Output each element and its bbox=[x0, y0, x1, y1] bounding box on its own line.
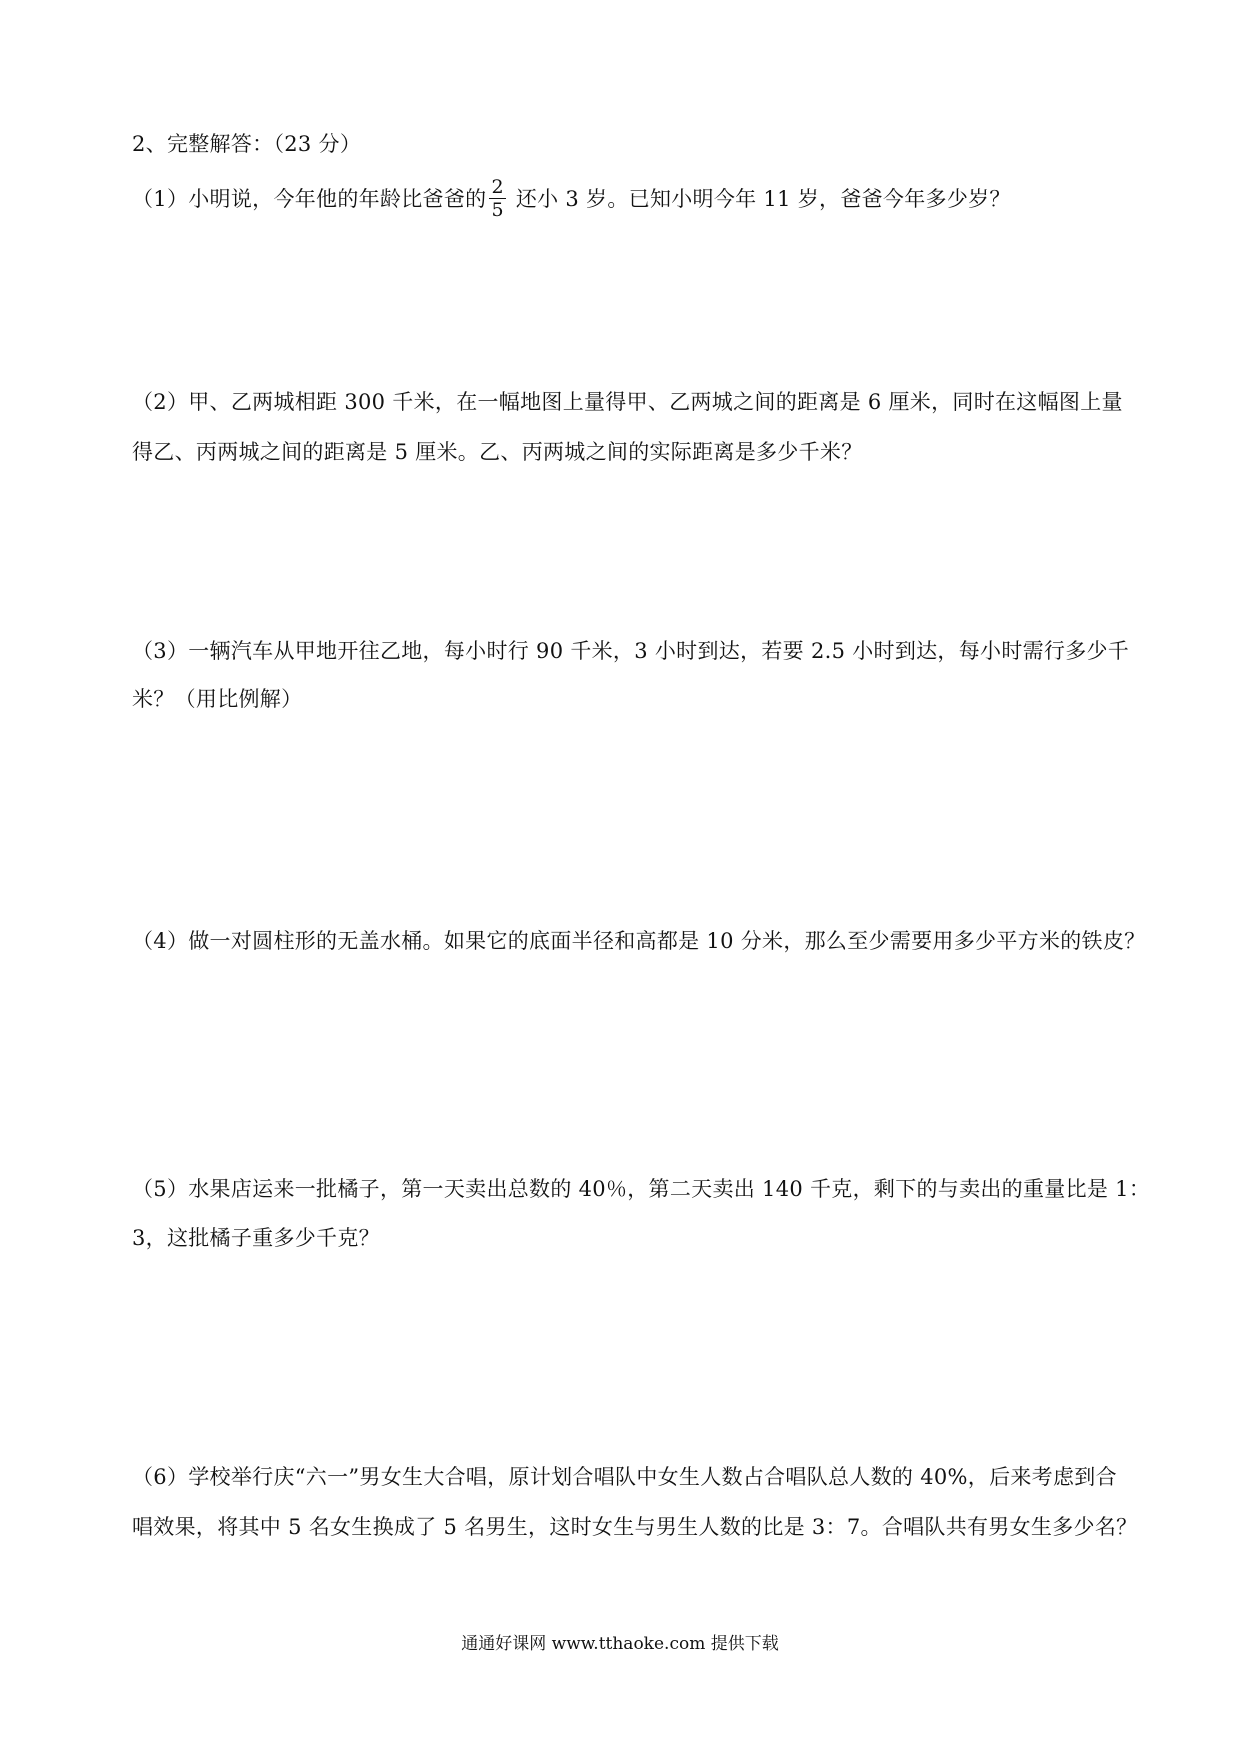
question-2-line-1: （2）甲、乙两城相距 300 千米，在一幅地图上量得甲、乙两城之间的距离是 6 厘米，同时在这幅图上量 bbox=[132, 390, 1123, 414]
fraction-two-fifths bbox=[489, 177, 505, 220]
question-6-line-1: （6）学校举行庆“六一”男女生大合唱，原计划合唱队中女生人数占合唱队总人数的 40%，后来考虑到合 bbox=[132, 1465, 1117, 1489]
question-1-text-after: 还小 3 岁。已知小明今年 11 岁，爸爸今年多少岁？ bbox=[508, 187, 1011, 211]
fraction-numerator: 2 bbox=[491, 176, 504, 198]
question-5-line-1: （5）水果店运来一批橘子，第一天卖出总数的 40％，第二天卖出 140 千克，剩下的与卖出的重量比是 1： bbox=[132, 1177, 1151, 1201]
question-5-line-2: 3，这批橘子重多少千克？ bbox=[132, 1226, 380, 1250]
section-title: 2、完整解答：（23 分） bbox=[132, 132, 362, 156]
question-2-line-2: 得乙、丙两城之间的距离是 5 厘米。乙、丙两城之间的实际距离是多少千米？ bbox=[132, 440, 863, 464]
fraction-denominator: 5 bbox=[491, 199, 504, 221]
question-3-line-2: 米？（用比例解） bbox=[132, 687, 303, 711]
question-6-line-2: 唱效果，将其中 5 名女生换成了 5 名男生，这时女生与男生人数的比是 3：7。合唱队共有男女生多少名？ bbox=[132, 1515, 1138, 1539]
footer-source: 通通好课网 www.tthaoke.com 提供下载 bbox=[461, 1634, 779, 1654]
question-3-line-1: （3）一辆汽车从甲地开往乙地，每小时行 90 千米，3 小时到达，若要 2.5 小时到达，每小时需行多少千 bbox=[132, 639, 1130, 663]
question-4-line-1: （4）做一对圆柱形的无盖水桶。如果它的底面半径和高都是 10 分米，那么至少需要用多少平方米的铁皮？ bbox=[132, 929, 1146, 953]
question-1-text-before: （1）小明说，今年他的年龄比爸爸的 bbox=[132, 187, 487, 211]
question-1 bbox=[132, 176, 1011, 222]
